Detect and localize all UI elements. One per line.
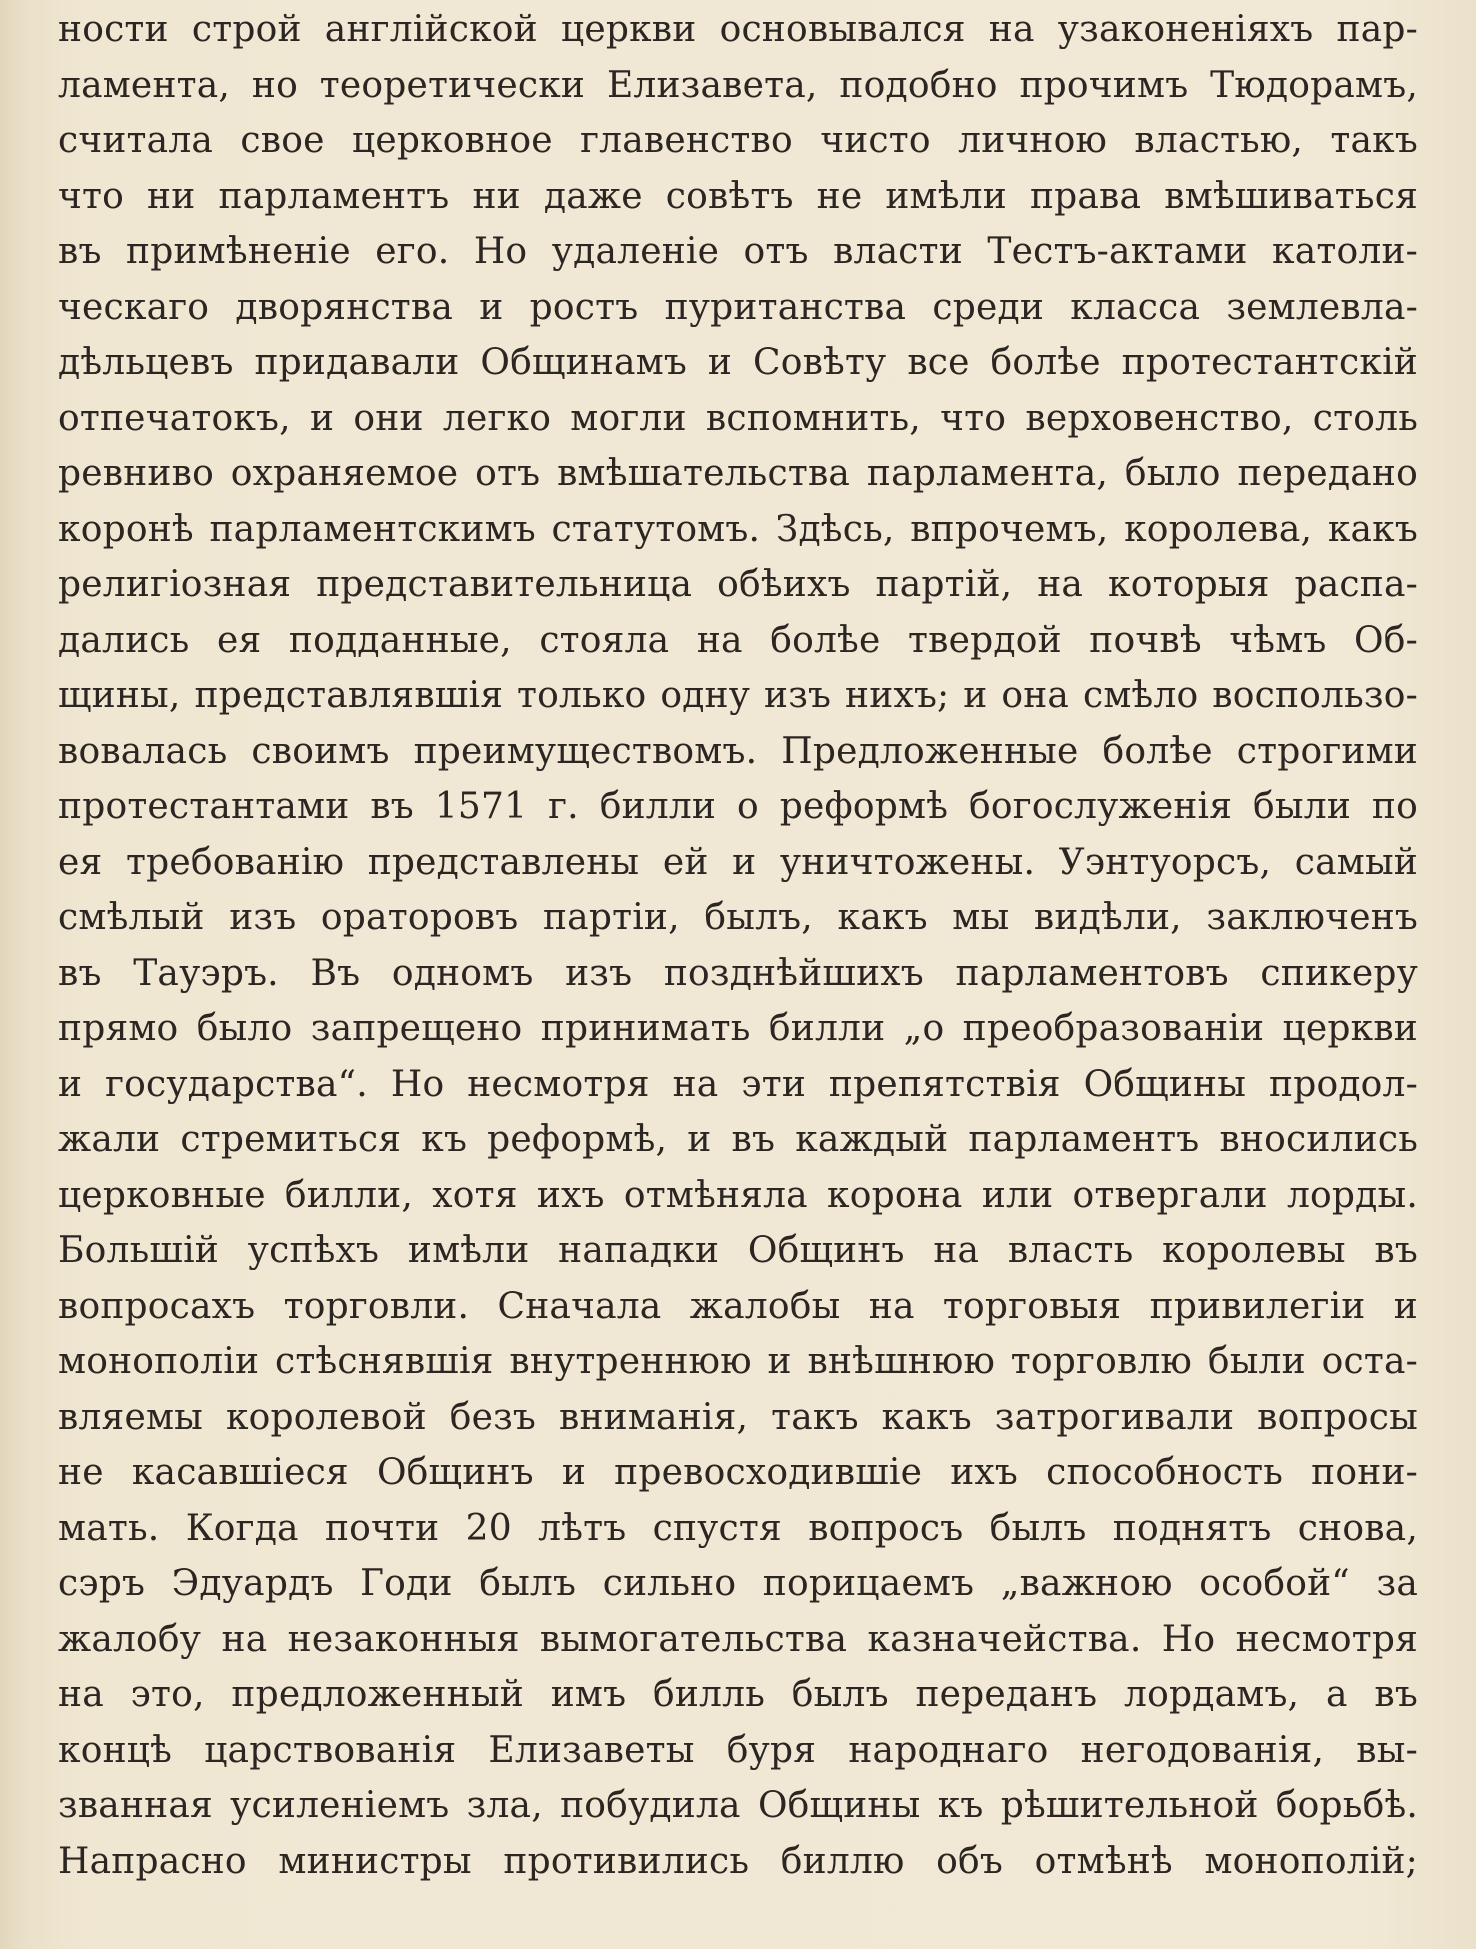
text-line: коронѣ парламентскимъ статутомъ. Здѣсь, впрочемъ, королева, какъ	[58, 508, 1418, 550]
body-text	[58, 2, 1418, 1889]
text-line: Большій успѣхъ имѣли нападки Общинъ на власть королевы въ	[58, 1230, 1418, 1271]
text-line: ческаго дворянства и ростъ пуританства среди класса землевла-	[58, 286, 1418, 328]
text-line: ея требованію представлены ей и уничтожены. Уэнтуорсъ, самый	[58, 841, 1418, 883]
text-line: ревниво охраняемое отъ вмѣшательства парламента, было передано	[58, 453, 1418, 494]
text-line: щины, представлявшія только одну изъ нихъ; и она смѣло воспользо-	[58, 675, 1418, 716]
text-line: ламента, но теоретически Елизавета, подобно прочимъ Тюдорамъ,	[58, 64, 1418, 106]
text-line: на это, предложенный имъ билль былъ переданъ лордамъ, а въ	[58, 1674, 1418, 1715]
text-line: концѣ царствованія Елизаветы буря народнаго негодованія, вы-	[58, 1729, 1418, 1771]
text-line: вопросахъ торговли. Сначала жалобы на торговыя привилегіи и	[58, 1285, 1418, 1327]
text-line: дѣльцевъ придавали Общинамъ и Совѣту все болѣе протестантскій	[58, 342, 1418, 383]
text-line: религіозная представительница обѣихъ партій, на которыя распа-	[58, 564, 1418, 605]
text-line: званная усиленіемъ зла, побудила Общины къ рѣшительной борьбѣ.	[58, 1785, 1418, 1826]
text-line: мать. Когда почти 20 лѣтъ спустя вопросъ былъ поднятъ снова,	[58, 1507, 1418, 1549]
text-line: протестантами въ 1571 г. билли о реформѣ богослуженія были по	[58, 786, 1418, 827]
text-line: что ни парламентъ ни даже совѣтъ не имѣли права вмѣшиваться	[58, 175, 1418, 217]
text-line: смѣлый изъ ораторовъ партіи, былъ, какъ мы видѣли, заключенъ	[58, 897, 1418, 938]
text-line: въ примѣненіе его. Но удаленіе отъ власти Тестъ-актами католи-	[58, 231, 1418, 272]
text-line: прямо было запрещено принимать билли „о преобразованіи церкви	[58, 1008, 1418, 1049]
text-line: вляемы королевой безъ вниманія, такъ какъ затрогивали вопросы	[58, 1396, 1418, 1438]
text-line: жалобу на незаконныя вымогательства казначейства. Но несмотря	[58, 1618, 1418, 1660]
text-line: въ Тауэръ. Въ одномъ изъ позднѣйшихъ парламентовъ спикеру	[58, 952, 1418, 994]
text-line: Напрасно министры противились биллю объ отмѣнѣ монополій;	[58, 1840, 1418, 1882]
text-line: считала свое церковное главенство чисто личною властью, такъ	[58, 120, 1418, 161]
text-line: не касавшіеся Общинъ и превосходившіе ихъ способность пони-	[58, 1452, 1418, 1493]
text-line: монополіи стѣснявшія внутреннюю и внѣшнюю торговлю были оста-	[58, 1341, 1418, 1382]
text-line: церковные билли, хотя ихъ отмѣняла корона или отвергали лорды.	[58, 1174, 1418, 1216]
text-line: вовалась своимъ преимуществомъ. Предложенные болѣе строгими	[58, 730, 1418, 772]
text-line: отпечатокъ, и они легко могли вспомнить, что верховенство, столь	[58, 397, 1418, 439]
text-line: дались ея подданные, стояла на болѣе твердой почвѣ чѣмъ Об-	[58, 619, 1418, 661]
text-line: сэръ Эдуардъ Годи былъ сильно порицаемъ „важною особой“ за	[58, 1563, 1418, 1604]
text-line: жали стремиться къ реформѣ, и въ каждый парламентъ вносились	[58, 1119, 1418, 1160]
text-line: ности строй англійской церкви основывался на узаконеніяхъ пар-	[58, 9, 1418, 50]
text-line: и государства“. Но несмотря на эти препятствія Общины продол-	[58, 1063, 1418, 1105]
